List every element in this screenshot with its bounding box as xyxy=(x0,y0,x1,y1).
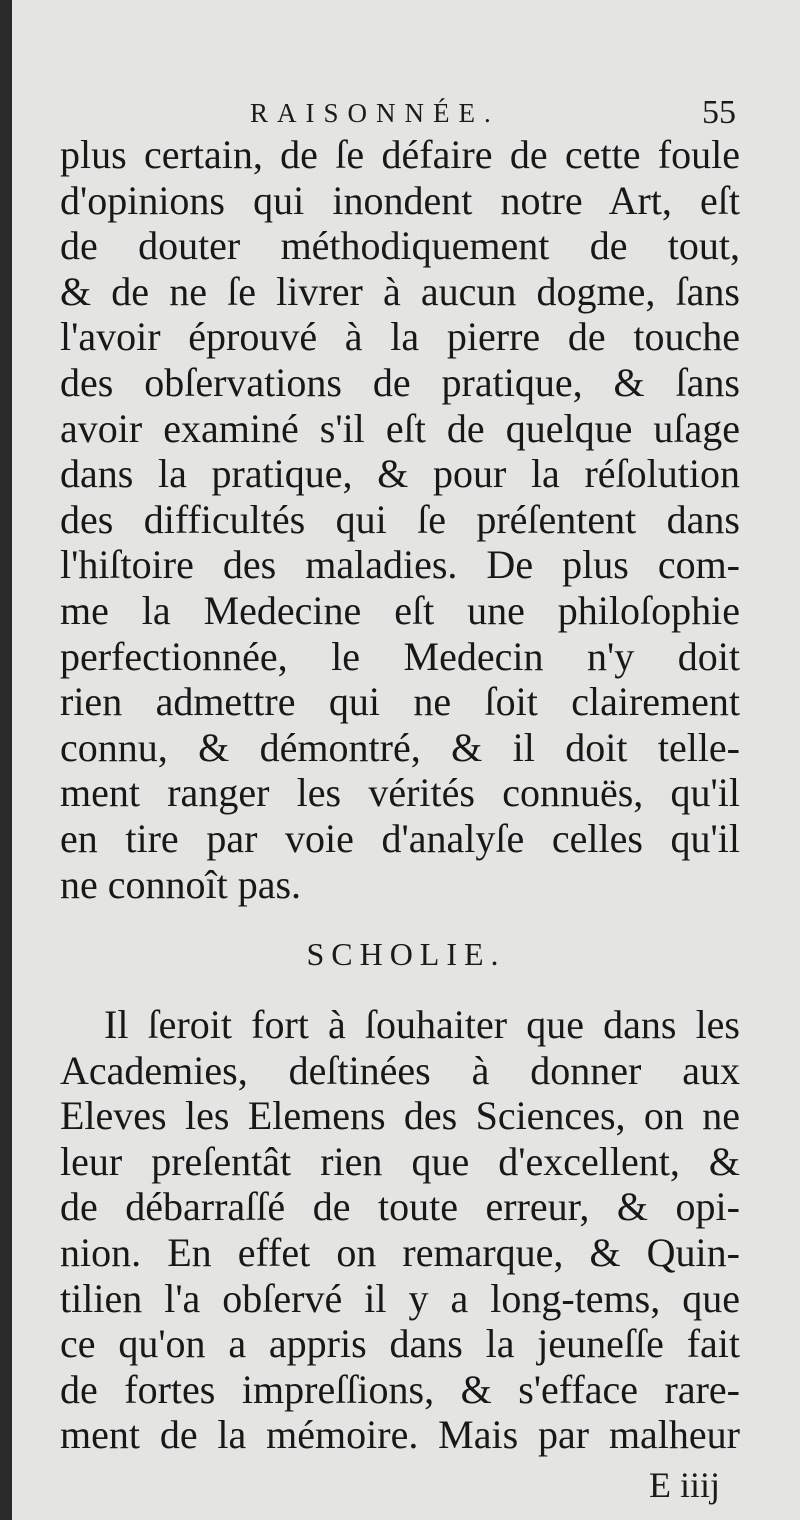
text-line: tilien l'a obſervé il y a long-tems, que xyxy=(60,1275,740,1321)
text-line: plus certain, de ſe défaire de cette foule xyxy=(60,132,740,177)
text-line: connu, & démontré, & il doit telle- xyxy=(60,724,740,770)
text-line: l'avoir éprouvé à la pierre de touche xyxy=(60,314,740,360)
body-paragraph xyxy=(60,132,740,907)
text-line: des difficultés qui ſe préſentent dans xyxy=(60,496,740,542)
text-line: rien admettre qui ne ſoit clairement xyxy=(60,679,740,725)
text-line: Il ſeroit fort à ſouhaiter que dans les xyxy=(104,1002,740,1047)
running-title: RAISONNÉE. xyxy=(250,98,500,128)
text-line: dans la pratique, & pour la réſolution xyxy=(60,451,740,497)
text-line: de fortes impreſſions, & s'efface rare- xyxy=(60,1366,740,1412)
section-heading: SCHOLIE. xyxy=(306,936,506,972)
text-line: ne connoît pas. xyxy=(60,861,302,907)
text-line: ment de la mémoire. Mais par malheur xyxy=(60,1412,740,1458)
text-line: nion. En effet on remarque, & Quin- xyxy=(60,1229,740,1275)
book-page xyxy=(12,0,800,1520)
text-line: de douter méthodiquement de tout, xyxy=(60,223,740,269)
text-line: ce qu'on a appris dans la jeuneſſe fait xyxy=(60,1321,740,1367)
text-line: & de ne ſe livrer à aucun dogme, ſans xyxy=(60,268,740,314)
text-line: de débarraſſé de toute erreur, & opi- xyxy=(60,1184,740,1230)
text-line: Eleves les Elemens des Sciences, on ne xyxy=(60,1093,740,1139)
text-line: avoir examiné s'il eſt de quelque uſage xyxy=(60,405,740,451)
text-line: en tire par voie d'analyſe celles qu'il xyxy=(60,815,740,861)
text-line: perfectionnée, le Medecin n'y doit xyxy=(60,633,740,679)
scholie-paragraph xyxy=(60,1002,740,1458)
text-line: des obſervations de pratique, & ſans xyxy=(60,359,740,405)
text-line: l'hiſtoire des maladies. De plus com- xyxy=(60,542,740,588)
text-line: leur preſentât rien que d'excellent, & xyxy=(60,1138,740,1184)
signature-mark: E iiij xyxy=(649,1465,720,1505)
text-line: me la Medecine eſt une philoſophie xyxy=(60,587,740,633)
text-line: ment ranger les vérités connuës, qu'il xyxy=(60,770,740,816)
text-line: Academies, deſtinées à donner aux xyxy=(60,1047,740,1093)
page-number: 55 xyxy=(702,94,736,131)
text-line: d'opinions qui inondent notre Art, eſt xyxy=(60,177,740,223)
